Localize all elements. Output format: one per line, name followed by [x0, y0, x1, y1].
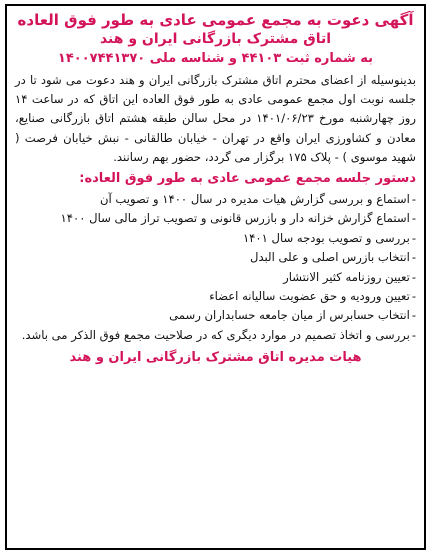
agenda-item-text: استماع گزارش خزانه دار و بازرس قانونی و تصویب تراز مالی سال ۱۴۰۰ — [60, 211, 410, 226]
notice-title: آگهی دعوت به مجمع عمومی عادی به طور فوق العاده — [17, 11, 414, 29]
agenda-item-text: بررسی و تصویب بودجه سال ۱۴۰۱ — [242, 230, 410, 245]
agenda-item: -بررسی و اتخاذ تصمیم در موارد دیگری که در صلاحیت مجمع فوق الذکر می باشد. — [21, 327, 416, 342]
registration-number: به شماره ثبت ۴۴۱۰۳ و شناسه ملی ۱۴۰۰۷۴۴۱۳۷۰ — [57, 51, 374, 66]
agenda-item: -استماع و بررسی گزارش هیات مدیره در سال ۱۴۰۰ و تصویب آن — [99, 192, 416, 207]
signature: هیات مدیره اتاق مشترک بازرگانی ایران و هند — [69, 350, 362, 366]
agenda-item-text: انتخاب حسابرس از میان جامعه حسابداران رسمی — [169, 308, 410, 323]
agenda-item-text: استماع و بررسی گزارش هیات مدیره در سال ۱۴۰۰ و تصویب آن — [99, 192, 410, 207]
agenda-item-text: بررسی و اتخاذ تصمیم در موارد دیگری که در صلاحیت مجمع فوق الذکر می باشد. — [21, 327, 410, 342]
invitation-body: بدینوسیله از اعضای محترم اتاق مشترک بازرگانی ایران و هند دعوت می شود تا در جلسه نوبت اول مجمع عمومی عادی به طور فوق العاده این اتاق که در ساعت ۱۴ روز چهارشنبه مورخ ۱۴۰۱/۰۶/۲۳ در محل سالن طبقه هشتم اتاق بازرگانی صنایع، معادن و کشاورزی ایران واقع در تهران - خیابان طالقانی - نبش خیابان فرصت ( شهید موسوی ) - پلاک ۱۷۵ برگزار می گردد، حضور بهم رسانند. — [15, 73, 416, 164]
agenda-item: -تعیین روزنامه کثیر الانتشار — [283, 269, 416, 284]
agenda-item: -بررسی و تصویب بودجه سال ۱۴۰۱ — [242, 230, 416, 245]
agenda-item: -انتخاب بازرس اصلی و علی البدل — [250, 250, 416, 265]
agenda-item: -تعیین ورودیه و حق عضویت سالیانه اعضاء — [209, 289, 416, 304]
agenda-item: -انتخاب حسابرس از میان جامعه حسابداران رسمی — [169, 308, 416, 323]
agenda-item-text: تعیین روزنامه کثیر الانتشار — [283, 269, 410, 284]
agenda-title: دستور جلسه مجمع عمومی عادی به طور فوق العاده: — [79, 171, 416, 187]
notice-frame — [5, 4, 426, 550]
agenda-item: -استماع گزارش خزانه دار و بازرس قانونی و تصویب تراز مالی سال ۱۴۰۰ — [60, 211, 416, 226]
agenda-item-text: تعیین ورودیه و حق عضویت سالیانه اعضاء — [209, 289, 410, 304]
company-name: اتاق مشترک بازرگانی ایران و هند — [99, 31, 332, 47]
agenda-list — [15, 190, 416, 345]
agenda-item-text: انتخاب بازرس اصلی و علی البدل — [250, 250, 410, 265]
